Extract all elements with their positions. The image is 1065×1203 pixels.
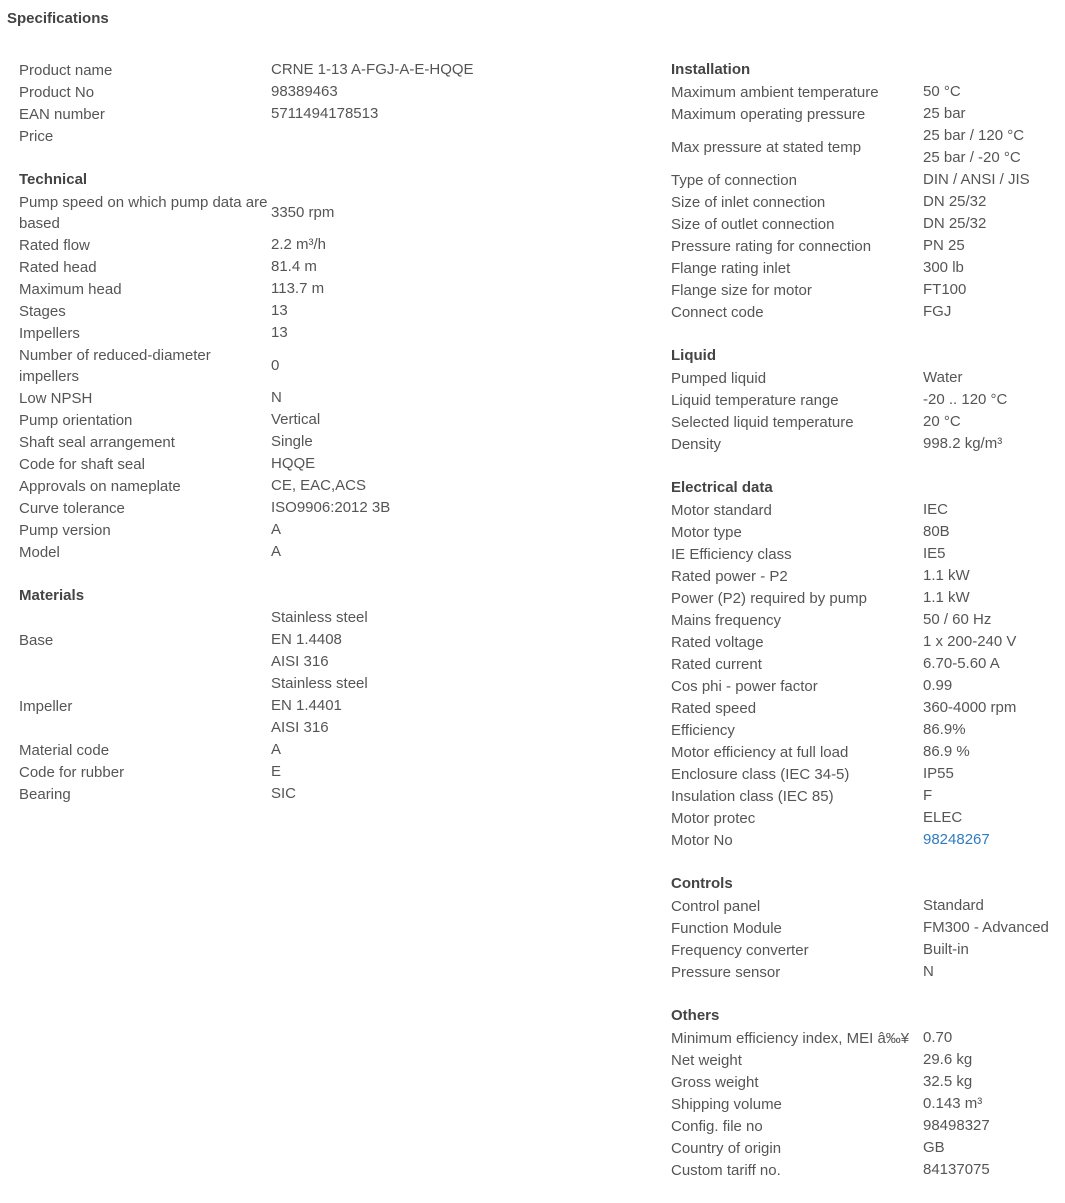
spec-label: Gross weight [671, 1073, 759, 1091]
spec-value: SIC [271, 785, 297, 802]
spec-label: Product name [19, 61, 113, 79]
spec-row [671, 1093, 1061, 1115]
spec-values [271, 234, 326, 256]
spec-row [671, 675, 1061, 697]
spec-value: 0.143 m³ [923, 1095, 983, 1112]
section-heading: Materials [19, 587, 85, 604]
spec-row [19, 81, 539, 103]
spec-label: Motor No [671, 831, 733, 849]
spec-row [19, 453, 539, 475]
spec-value: N [271, 389, 282, 406]
spec-label: Max pressure at stated temp [671, 138, 862, 156]
spec-section-technical [19, 169, 539, 563]
spec-values [923, 279, 966, 301]
spec-label: Rated power - P2 [671, 567, 788, 585]
spec-label: Maximum operating pressure [671, 105, 866, 123]
spec-value: 32.5 kg [923, 1073, 973, 1090]
spec-values [923, 829, 990, 851]
spec-values [923, 81, 961, 103]
spec-value: 13 [271, 324, 288, 341]
spec-label: Type of connection [671, 171, 797, 189]
spec-label: Motor standard [671, 501, 772, 519]
spec-label: Efficiency [671, 721, 735, 739]
spec-value: 25 bar / -20 °C [923, 149, 1021, 166]
spec-value: 300 lb [923, 259, 964, 276]
spec-value: DN 25/32 [923, 215, 987, 232]
spec-values [923, 587, 970, 609]
spec-row [671, 235, 1061, 257]
section-heading: Installation [671, 61, 751, 78]
spec-values [271, 673, 368, 739]
spec-row [671, 785, 1061, 807]
spec-value: 113.7 m [271, 280, 325, 297]
spec-values [271, 409, 320, 431]
spec-row [671, 1071, 1061, 1093]
spec-value [271, 125, 275, 147]
spec-row [19, 607, 539, 673]
spec-value: 25 bar / 120 °C [923, 127, 1025, 144]
spec-values [923, 1027, 952, 1049]
spec-value: IE5 [923, 545, 946, 562]
spec-label: Enclosure class (IEC 34-5) [671, 765, 850, 783]
spec-value: DN 25/32 [923, 193, 987, 210]
spec-values [923, 1071, 972, 1093]
spec-label: Net weight [671, 1051, 742, 1069]
spec-value: CRNE 1-13 A-FGJ-A-E-HQQE [271, 61, 474, 78]
spec-values [923, 697, 1016, 719]
spec-row [19, 497, 539, 519]
spec-value: 86.9 % [923, 743, 970, 760]
spec-label: Size of outlet connection [671, 215, 835, 233]
spec-value: N [923, 963, 934, 980]
spec-row [671, 741, 1061, 763]
spec-values [923, 961, 934, 983]
spec-values [271, 59, 474, 81]
spec-value: GB [923, 1139, 945, 1156]
spec-row [671, 257, 1061, 279]
spec-value: 0.99 [923, 677, 953, 694]
spec-row [671, 719, 1061, 741]
spec-value: F [923, 787, 933, 804]
spec-values [271, 81, 338, 103]
spec-value: HQQE [271, 455, 316, 472]
spec-values [923, 631, 1016, 653]
spec-row [19, 739, 539, 761]
spec-row [671, 829, 1061, 851]
spec-values [271, 322, 288, 344]
spec-label: Flange size for motor [671, 281, 812, 299]
spec-value: 20 °C [923, 413, 961, 430]
spec-row [671, 103, 1061, 125]
spec-values [923, 543, 946, 565]
spec-values [923, 411, 961, 433]
spec-row [671, 279, 1061, 301]
spec-row [671, 389, 1061, 411]
spec-label: Material code [19, 741, 110, 759]
spec-values [923, 675, 952, 697]
spec-row [19, 322, 539, 344]
spec-values [923, 895, 984, 917]
spec-values [923, 785, 932, 807]
spec-row [671, 367, 1061, 389]
spec-value: A [271, 543, 282, 560]
spec-row [19, 191, 539, 234]
spec-values [923, 433, 1002, 455]
spec-label: Code for rubber [19, 763, 125, 781]
spec-value: Built-in [923, 941, 969, 958]
spec-row [19, 519, 539, 541]
spec-label: Config. file no [671, 1117, 763, 1135]
spec-value: FM300 - Advanced [923, 919, 1049, 936]
spec-value: 998.2 kg/m³ [923, 435, 1003, 452]
spec-label: Rated head [19, 258, 97, 276]
section-heading: Controls [671, 875, 733, 892]
spec-label: Liquid temperature range [671, 391, 839, 409]
spec-label: Curve tolerance [19, 499, 125, 517]
spec-values [271, 387, 282, 409]
spec-row [19, 387, 539, 409]
spec-label: Impellers [19, 324, 80, 342]
spec-values [923, 389, 1007, 411]
spec-label: Insulation class (IEC 85) [671, 787, 834, 805]
spec-row [19, 256, 539, 278]
spec-row [671, 411, 1061, 433]
section-heading: Technical [19, 171, 88, 188]
spec-values [923, 169, 1030, 191]
spec-row [671, 807, 1061, 829]
spec-values [271, 607, 368, 673]
spec-label: Pressure sensor [671, 963, 781, 981]
spec-values [271, 519, 281, 541]
spec-label: Impeller [19, 697, 73, 715]
spec-value: 1 x 200-240 V [923, 633, 1017, 650]
spec-values [923, 257, 964, 279]
spec-section-others [671, 1005, 1061, 1181]
spec-value: 50 °C [923, 83, 961, 100]
spec-row [19, 761, 539, 783]
spec-row [671, 81, 1061, 103]
spec-row [671, 433, 1061, 455]
spec-label: Pump orientation [19, 411, 133, 429]
spec-row [671, 565, 1061, 587]
spec-label: Approvals on nameplate [19, 477, 181, 495]
spec-values [271, 103, 378, 125]
spec-value: 84137075 [923, 1161, 990, 1178]
spec-row [671, 191, 1061, 213]
spec-row [19, 125, 539, 147]
spec-values [923, 1137, 945, 1159]
spec-row [671, 169, 1061, 191]
spec-value: AISI 316 [271, 653, 329, 670]
spec-section-electrical-data [671, 477, 1061, 851]
spec-label: Size of inlet connection [671, 193, 826, 211]
spec-values [923, 1159, 990, 1181]
spec-row [19, 783, 539, 805]
spec-values [923, 719, 966, 741]
spec-row [19, 344, 539, 387]
spec-values [271, 453, 315, 475]
spec-values [923, 125, 1024, 169]
spec-values [271, 256, 317, 278]
spec-label: Rated current [671, 655, 762, 673]
spec-row [19, 103, 539, 125]
spec-values [923, 521, 950, 543]
spec-row [19, 234, 539, 256]
spec-value: -20 .. 120 °C [923, 391, 1008, 408]
spec-value: Water [923, 369, 963, 386]
spec-value: 98389463 [271, 83, 338, 100]
spec-values [923, 213, 986, 235]
spec-row [19, 541, 539, 563]
spec-values [923, 1049, 972, 1071]
spec-value: A [271, 521, 282, 538]
spec-value: Single [271, 433, 313, 450]
spec-row [671, 1159, 1061, 1181]
spec-label: Rated flow [19, 236, 90, 254]
spec-value: 5711494178513 [271, 105, 379, 122]
spec-row [671, 1049, 1061, 1071]
spec-label: Shaft seal arrangement [19, 433, 175, 451]
spec-section-liquid [671, 345, 1061, 455]
spec-label: Low NPSH [19, 389, 93, 407]
spec-section-controls [671, 873, 1061, 983]
spec-label: Mains frequency [671, 611, 782, 629]
spec-value: ELEC [923, 809, 963, 826]
spec-value: IEC [923, 501, 949, 518]
spec-row [671, 763, 1061, 785]
left-column [19, 59, 539, 827]
spec-values [923, 609, 991, 631]
spec-value: 0 [271, 356, 280, 374]
spec-values [923, 939, 969, 961]
spec-label: Motor type [671, 523, 742, 541]
spec-value: DIN / ANSI / JIS [923, 171, 1030, 188]
spec-label: Function Module [671, 919, 782, 937]
spec-label: Minimum efficiency index, MEI â‰¥ [671, 1029, 910, 1047]
spec-label: Rated voltage [671, 633, 764, 651]
spec-values [923, 499, 948, 521]
spec-values [271, 202, 334, 224]
spec-row [671, 1137, 1061, 1159]
spec-value: FGJ [923, 303, 952, 320]
spec-values [923, 741, 970, 763]
spec-row [671, 543, 1061, 565]
spec-value: 13 [271, 302, 288, 319]
spec-label: Product No [19, 83, 95, 101]
spec-label: Number of reduced-diameter impellers [19, 346, 211, 385]
spec-label: Model [19, 543, 60, 561]
spec-value: AISI 316 [271, 719, 329, 736]
section-heading: Others [671, 1007, 720, 1024]
spec-row [671, 609, 1061, 631]
spec-label: Pump version [19, 521, 111, 539]
spec-value: CE, EAC,ACS [271, 477, 367, 494]
spec-values [271, 783, 296, 805]
spec-row [671, 697, 1061, 719]
spec-values [923, 1115, 990, 1137]
spec-label: Maximum head [19, 280, 122, 298]
spec-row [19, 59, 539, 81]
spec-label: Stages [19, 302, 66, 320]
spec-values [271, 497, 390, 519]
spec-label: Rated speed [671, 699, 757, 717]
spec-label: Base [19, 631, 54, 649]
spec-section-installation [671, 59, 1061, 323]
spec-values [923, 191, 986, 213]
spec-row [671, 961, 1061, 983]
spec-label: Motor protec [671, 809, 756, 827]
spec-row [19, 409, 539, 431]
spec-values [923, 235, 965, 257]
spec-row [671, 895, 1061, 917]
spec-values [923, 807, 962, 829]
spec-label: Maximum ambient temperature [671, 83, 879, 101]
spec-values [923, 103, 966, 125]
spec-label: Flange rating inlet [671, 259, 791, 277]
spec-value: Stainless steel [271, 675, 368, 692]
spec-label: EAN number [19, 105, 105, 123]
spec-label: Pump speed on which pump data are based [19, 193, 268, 232]
spec-value: 80B [923, 523, 950, 540]
spec-values [923, 917, 1049, 939]
spec-row [671, 917, 1061, 939]
spec-value: IP55 [923, 765, 954, 782]
spec-value: A [271, 741, 282, 758]
spec-label: Frequency converter [671, 941, 809, 959]
spec-value: 29.6 kg [923, 1051, 973, 1068]
spec-row [671, 1027, 1061, 1049]
spec-label: Density [671, 435, 722, 453]
spec-value: 1.1 kW [923, 589, 970, 606]
spec-label: Selected liquid temperature [671, 413, 854, 431]
spec-value: 81.4 m [271, 258, 317, 275]
spec-row [19, 673, 539, 739]
spec-value: 360-4000 rpm [923, 699, 1017, 716]
spec-value: EN 1.4401 [271, 697, 342, 714]
spec-label: Price [19, 127, 54, 145]
spec-label: Shipping volume [671, 1095, 782, 1113]
spec-values [923, 763, 954, 785]
spec-value: 6.70-5.60 A [923, 655, 1000, 672]
spec-row [671, 653, 1061, 675]
spec-row [671, 521, 1061, 543]
spec-value: 0.70 [923, 1029, 953, 1046]
spec-value: 25 bar [923, 105, 966, 122]
section-heading: Liquid [671, 347, 716, 364]
page-title: Specifications [7, 10, 109, 27]
motor-no-link[interactable]: 98248267 [923, 831, 990, 848]
spec-values [271, 541, 281, 563]
spec-value: 3350 rpm [271, 203, 335, 221]
spec-value: Standard [923, 897, 984, 914]
spec-values [271, 300, 288, 322]
spec-label: Connect code [671, 303, 764, 321]
spec-label: Code for shaft seal [19, 455, 145, 473]
spec-row [19, 278, 539, 300]
spec-value: Vertical [271, 411, 321, 428]
spec-value: 98498327 [923, 1117, 990, 1134]
spec-label: Pressure rating for connection [671, 237, 872, 255]
spec-values [271, 475, 366, 497]
spec-values [271, 278, 324, 300]
spec-values [271, 125, 275, 147]
spec-label: Pumped liquid [671, 369, 767, 387]
spec-label: Custom tariff no. [671, 1161, 781, 1179]
spec-row [19, 475, 539, 497]
spec-label: Bearing [19, 785, 71, 803]
spec-values [923, 565, 970, 587]
spec-values [271, 761, 281, 783]
spec-values [923, 1093, 982, 1115]
spec-value: Stainless steel [271, 609, 368, 626]
spec-value: E [271, 763, 282, 780]
spec-row [19, 431, 539, 453]
spec-label: Control panel [671, 897, 761, 915]
spec-value: FT100 [923, 281, 967, 298]
spec-section-materials [19, 585, 539, 805]
spec-values [923, 367, 962, 389]
spec-label: Cos phi - power factor [671, 677, 818, 695]
spec-values [271, 355, 279, 377]
spec-value: ISO9906:2012 3B [271, 499, 391, 516]
spec-value: 86.9% [923, 721, 966, 738]
spec-value: 50 / 60 Hz [923, 611, 992, 628]
spec-section-general [19, 59, 539, 147]
spec-row [671, 125, 1061, 169]
spec-label: Power (P2) required by pump [671, 589, 867, 607]
spec-row [19, 300, 539, 322]
spec-row [671, 301, 1061, 323]
spec-values [923, 653, 1000, 675]
spec-row [671, 587, 1061, 609]
spec-value: 2.2 m³/h [271, 236, 327, 253]
spec-label: Motor efficiency at full load [671, 743, 849, 761]
spec-row [671, 939, 1061, 961]
spec-value: EN 1.4408 [271, 631, 342, 648]
right-column [671, 59, 1061, 1203]
spec-label: IE Efficiency class [671, 545, 792, 563]
spec-value: 1.1 kW [923, 567, 970, 584]
spec-values [923, 301, 951, 323]
spec-label: Country of origin [671, 1139, 782, 1157]
spec-row [671, 213, 1061, 235]
spec-row [671, 499, 1061, 521]
spec-values [271, 431, 313, 453]
spec-row [671, 631, 1061, 653]
spec-row [671, 1115, 1061, 1137]
spec-values [271, 739, 281, 761]
spec-value: PN 25 [923, 237, 965, 254]
section-heading: Electrical data [671, 479, 773, 496]
